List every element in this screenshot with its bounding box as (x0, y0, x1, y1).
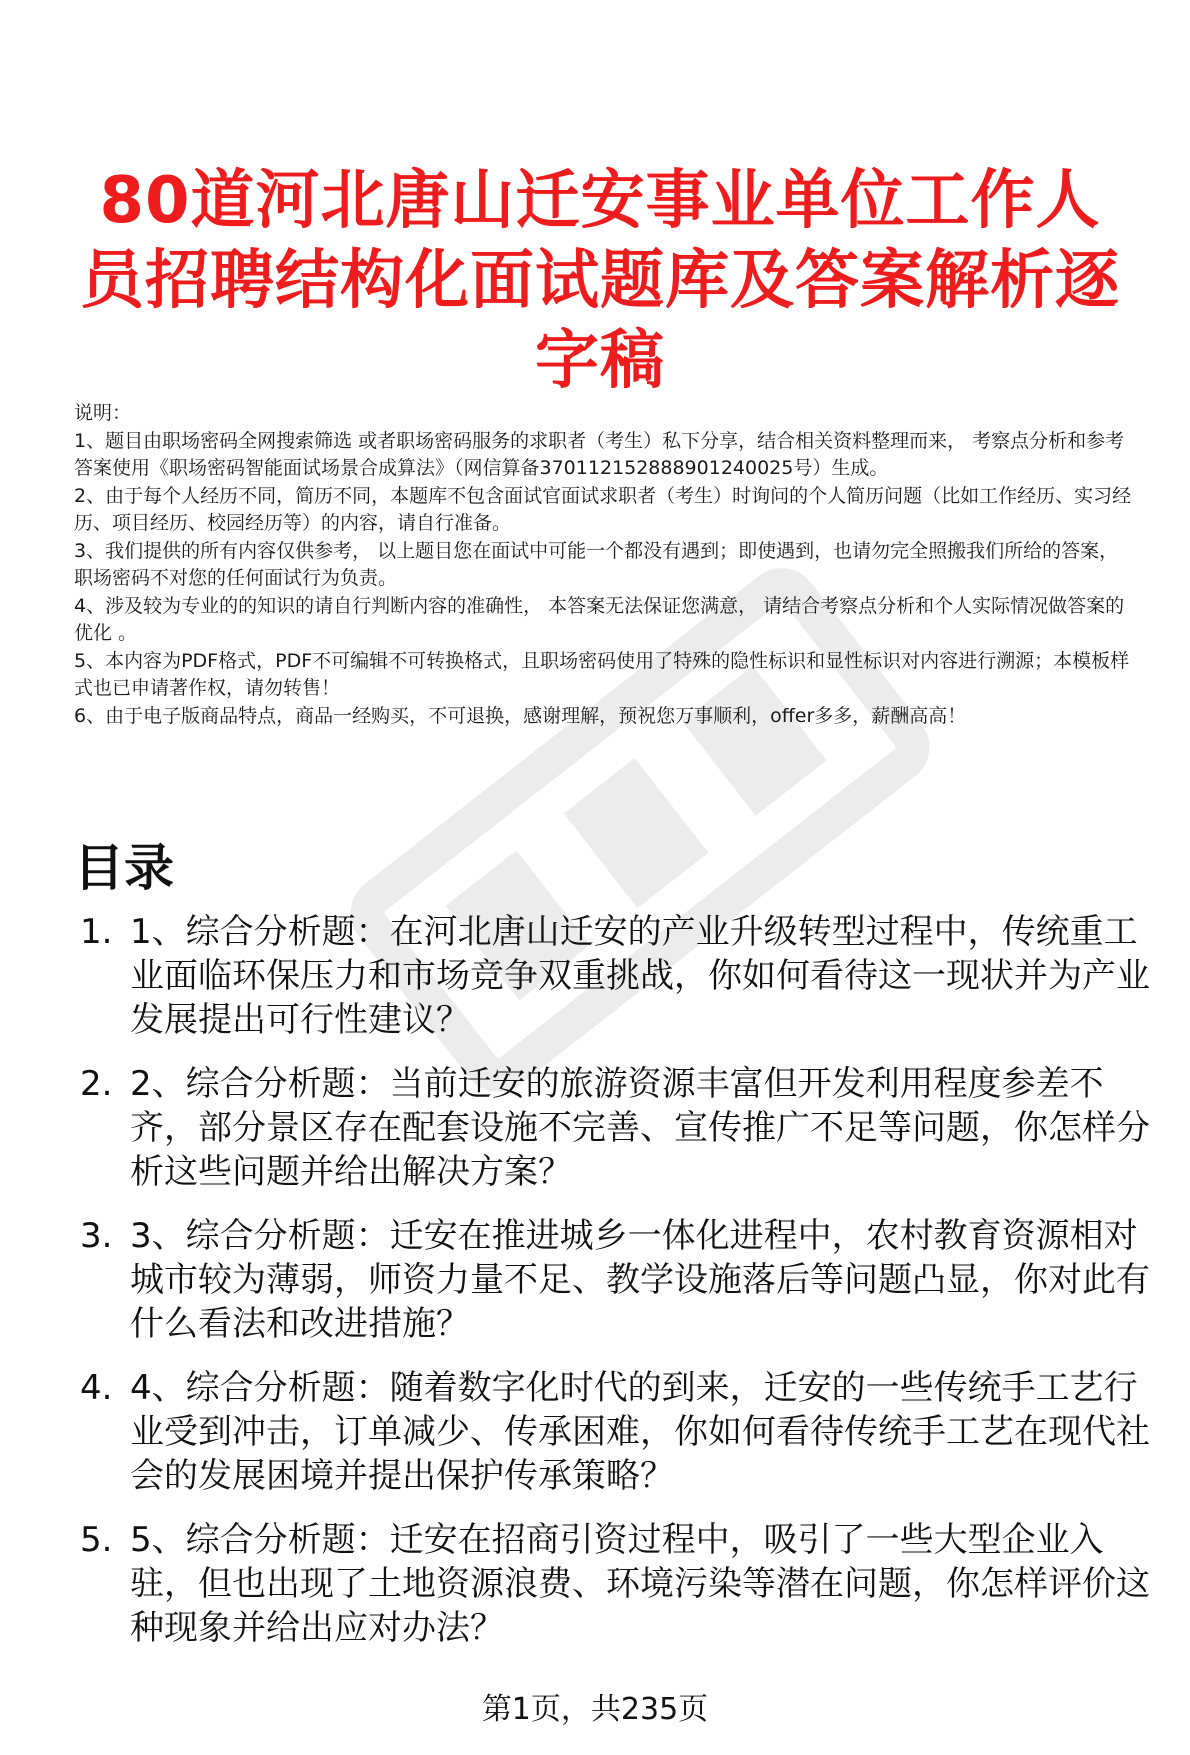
document-title: 80道河北唐山迁安事业单位工作人员招聘结构化面试题库及答案解析逐字稿 (80, 163, 1120, 398)
toc-item[interactable] (80, 910, 1170, 1042)
toc-item[interactable] (80, 1062, 1170, 1194)
toc-item[interactable] (80, 1214, 1170, 1346)
toc-item-number: 2. (80, 1064, 113, 1104)
toc-item-number: 5. (80, 1520, 113, 1560)
toc-item-text: 5、综合分析题：迁安在招商引资过程中，吸引了一些大型企业入驻，但也出现了土地资源浪费、环境污染等潜在问题，你怎样评价这种现象并给出应对办法？ (130, 1520, 1150, 1648)
toc-item[interactable] (80, 1518, 1170, 1650)
toc-list (80, 910, 1170, 1670)
notes-heading: 说明： (74, 402, 132, 424)
toc-item-number: 1. (80, 912, 113, 952)
note-item: 1、题目由职场密码全网搜索筛选 或者职场密码服务的求职者（考生）私下分享，结合相关资料整理而来， 考察点分析和参考答案使用《职场密码智能面试场景合成算法》（网信算备370112152888901240025号）生成。 (74, 429, 1125, 479)
note-item: 2、由于每个人经历不同，简历不同，本题库不包含面试官面试求职者（考生）时询问的个人简历问题（比如工作经历、实习经历、项目经历、校园经历等）的内容，请自行准备。 (74, 484, 1132, 534)
note-item: 3、我们提供的所有内容仅供参考， 以上题目您在面试中可能一个都没有遇到；即使遇到，也请勿完全照搬我们所给的答案，职场密码不对您的任何面试行为负责。 (74, 539, 1119, 589)
toc-item-number: 4. (80, 1368, 113, 1408)
toc-item-number: 3. (80, 1216, 113, 1256)
toc-item-text: 3、综合分析题：迁安在推进城乡一体化进程中，农村教育资源相对城市较为薄弱，师资力量不足、教学设施落后等问题凸显，你对此有什么看法和改进措施？ (130, 1216, 1150, 1344)
toc-item-text: 2、综合分析题：当前迁安的旅游资源丰富但开发利用程度参差不齐，部分景区存在配套设施不完善、宣传推广不足等问题，你怎样分析这些问题并给出解决方案？ (130, 1064, 1150, 1192)
notes-section (74, 400, 1134, 730)
note-item: 6、由于电子版商品特点，商品一经购买，不可退换，感谢理解，预祝您万事顺利，offer多多，薪酬高高！ (74, 704, 967, 727)
toc-item-text: 1、综合分析题：在河北唐山迁安的产业升级转型过程中，传统重工业面临环保压力和市场竞争双重挑战，你如何看待这一现状并为产业发展提出可行性建议？ (130, 912, 1150, 1040)
note-item: 4、涉及较为专业的的知识的请自行判断内容的准确性， 本答案无法保证您满意， 请结合考察点分析和个人实际情况做答案的优化 。 (74, 594, 1125, 644)
page-number: 第1页，共235页 (481, 1692, 709, 1727)
toc-item-text: 4、综合分析题：随着数字化时代的到来，迁安的一些传统手工艺行业受到冲击，订单减少、传承困难，你如何看待传统手工艺在现代社会的发展困境并提出保护传承策略？ (130, 1368, 1150, 1496)
toc-item[interactable] (80, 1366, 1170, 1498)
toc-heading: 目录 (74, 838, 174, 897)
note-item: 5、本内容为PDF格式，PDF不可编辑不可转换格式，且职场密码使用了特殊的隐性标识和显性标识对内容进行溯源；本模板样式也已申请著作权，请勿转售！ (74, 649, 1130, 699)
